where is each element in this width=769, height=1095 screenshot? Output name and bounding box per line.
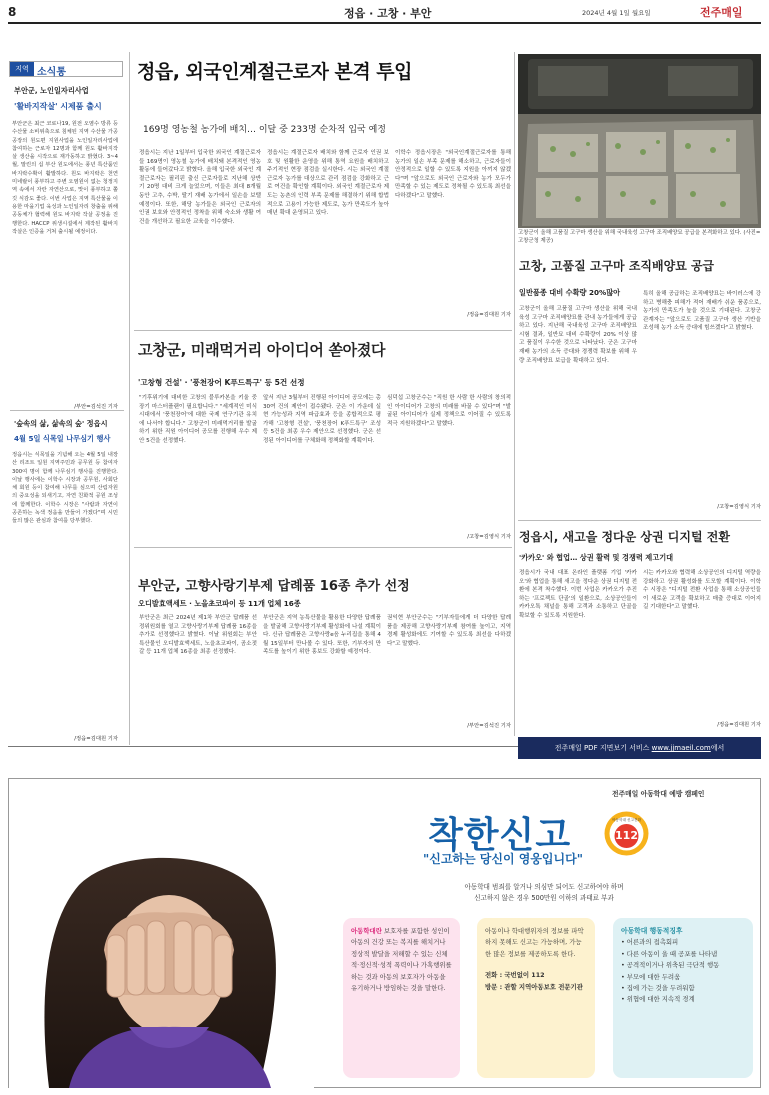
article-body: 특히 올해 공급하는 조직배양묘는 바이러스에 강하고 병해충 피해가 적어 재배가 쉬운 품종으로, 농가의 만족도가 높을 것으로 기대된다. 고창군 관계자는 "앞으로도 고품질 고구마 생산 기반을 조성해 농가 소득 증대에 힘쓰겠다"고 밝혔다.	[643, 291, 761, 332]
article-body: 이학수 정읍시장은 "외국인계절근로자를 통해 농가의 일손 부족 문제를 해소하고, 근로자들이 안정적으로 일할 수 있도록 지원을 아끼지 않겠다"며 "앞으로도 외국인 근로자와 농가 모두가 만족할 수 있는 제도로 정착될 수 있도록 최선을 다하겠다"고 말했다.	[395, 150, 511, 199]
main-headline: 정읍, 외국인계절근로자 본격 투입	[137, 61, 413, 83]
header-rule	[8, 22, 761, 24]
article-byline: /부안=김석진 기자	[467, 723, 511, 729]
ad-box-text: 보호자를 포함한 성인이 아동의 건강 또는 복지를 해치거나 정상적 발달을 저해할 수 있는 신체적·정신적·성적 폭력이나 가혹행위를 하는 것과 아동의 보호자가 아동을 유기하거나 방임하는 것을 말한다.	[351, 927, 452, 993]
ad-sign-item: • 다른 아동이 울 때 공포를 나타냄	[621, 949, 718, 958]
article-subtitle: 일반품종 대비 수확량 20%많아	[519, 288, 621, 297]
article-byline: /정읍=김대원 기자	[717, 722, 761, 728]
article-byline: /부안=김석진 기자	[74, 404, 118, 410]
article-body: 부안군은 최근 코로나19, 원전 오염수 방류 등 수산물 소비위축으로 침체된 지역 수산물 가공공장의 원도편 지원사업을 노인일자리사업에 참여하는 근로자 12명과 함께 원도 활바지작살 생산을 시작으로 재가동하고 밝혔다. 3~4월, 말린의 십 부산 원도에서는 풍년 특산품인 바지락수확이 활발하다. 원도 바지락은 천연 미네랄이 풍부하고 주변 오염원이 없는 청정지역 속에서 자란 자연산으로, 맛이 풍부하고 쫄깃 식감도 좋다. 이번 사업은 지역 특산물을 이용한 마을기업 육성과 노인일자리 창출을 위해 공동체가 협력해 원도 바지락 작살 공정을 진행한다. HACCP 위생시설에서 제작된 활바지작살은 인증을 거쳐 출시될 예정이다.	[12, 121, 118, 235]
ad-sign-item: • 공격적이거나 위축된 극단적 행동	[621, 961, 720, 970]
pdf-service-banner[interactable]	[518, 737, 761, 759]
pdf-banner-label: 전주매일 PDF 지면보기 서비스	[554, 744, 650, 752]
page-number: 8	[8, 5, 17, 19]
issue-date: 2024년 4월 1일 월요일	[582, 9, 651, 17]
ad-info-box-reporting	[477, 918, 595, 1078]
column-divider	[514, 52, 515, 736]
ad-sign-item: • 위협에 대한 지속적 경계	[621, 995, 695, 1004]
article-title: 정읍시, 새고을 정다운 상권 디지털 전환	[519, 530, 730, 544]
article-kicker: 부안군, 노인일자리사업	[14, 86, 89, 95]
news-photo-seedling-trays	[518, 54, 761, 228]
ad-logo: 착한신고	[428, 815, 572, 856]
ad-photo-distressed-child	[9, 855, 314, 1088]
pdf-banner-suffix: 에서	[710, 744, 725, 752]
ad-box-phone: 전화 : 국번없이 112	[485, 971, 545, 980]
article-body: 심덕섭 고창군수는 "직원 한 사람 한 사람의 창의적인 아이디어가 고창의 미래를 바꿀 수 있다"며 "발굴된 아이디어가 실제 정책으로 이어질 수 있도록 적극 지원하겠다"고 말했다.	[387, 395, 511, 427]
ad-description: 신고하지 않은 경우 500만원 이하의 과태료 부과	[474, 894, 614, 902]
article-byline: /고창=김영식 기자	[717, 504, 761, 510]
photo-caption: 고창군이 올해 고품질 고구마 생산을 위해 국내육성 고구마 조직배양묘 공급을 본격화하고 있다. (사진=고창군청 제공)	[518, 230, 761, 244]
ad-badge-number: 112	[615, 829, 638, 842]
story-divider	[134, 330, 512, 331]
article-subtitle: '고창형 건설' · '풍천장어 K푸드특구' 등 5건 선정	[138, 378, 305, 387]
article-body: "기후위기에 대비한 고창의 블루카본을 키울 중장기 마스터플랜이 필요합니다." "세계적인 미식 시대에서 '풍천장어'에 대한 국제 연구기관 유치에 나서야 합니다." 고창군이 미래먹거리를 발굴하기 위한 직원 아이디어 공모를 진행해 우수 제안 5건을 선정했다.	[139, 395, 257, 444]
ad-sign-item: • 집에 가는 것을 두려워함	[621, 984, 695, 993]
article-title: 부안군, 고향사랑기부제 답례품 16종 추가 선정	[138, 579, 410, 594]
article-body: 정읍시가 국내 대표 온라인 플랫폼 기업 '카카오'와 협업을 통해 새고을 정다운 상권 디지털 전환에 본격 착수했다. 이번 사업은 카카오가 추진하는 '프로젝트 단골'의 일환으로, 소상공인들이 카카오톡 채널을 통해 고객과 소통하고 단골을 확보할 수 있도록 지원한다.	[519, 570, 637, 619]
local-news-title: 소식통	[37, 67, 66, 78]
article-body: 정읍시는 계절근로자 배치와 함께 근로자 인권 보호 및 원활한 운영을 위해 통역 요원을 배치하고 주기적인 현장 점검을 실시한다. 시는 외국인 계절근로자 농가를 대상으로 관리 점검을 강화하고 근로 여건을 확인할 계획이다. 외국인 계절근로자 제도는 농촌의 인력 부족 문제를 해결하기 위해 합법적으로 고용이 가능한 제도로, 농가 만족도가 높아 매년 확대 운영되고 있다.	[267, 150, 389, 217]
article-title: 4월 5일 식목일 나무심기 행사	[14, 434, 111, 443]
article-body: 권익현 부안군수는 "기부자들에게 더 다양한 답례품을 제공해 고향사랑기부제 참여를 높이고, 지역경제 활성화에도 기여할 수 있도록 최선을 다하겠다"고 말했다.	[387, 615, 511, 647]
ad-box-heading: 아동학대 행동적징후	[621, 927, 683, 935]
article-body: 시는 카카오와 협력해 소상공인의 디지털 역량을 강화하고 상권 활성화를 도모할 계획이다. 이학수 시장은 "디지털 전환 사업을 통해 소상공인들이 새로운 고객을 확보하고 매출 증대로 이어지길 기대한다"고 말했다.	[643, 570, 761, 611]
article-body: 부안군은 지역 농특산물을 활용한 다양한 답례품을 발굴해 고향사랑기부제 활성화에 나설 계획이다. 신규 답례품은 고향사랑e음 누리집을 통해 4월 15일부터 만나볼 수 있다. 또한, 기부자의 만족도를 높이기 위한 홍보도 강화할 예정이다.	[263, 615, 381, 656]
ad-slogan: "신고하는 당신이 영웅입니다"	[423, 852, 583, 866]
local-news-tag: 지역	[10, 62, 34, 76]
article-title: 고창, 고품질 고구마 조직배양묘 공급	[519, 259, 715, 273]
article-body: 정읍시는 식목일을 기념해 오는 4월 5일 내장산 리조트 일원 지역주민과 공무원 등 참여자 300여 명이 함께 나무심기 행사를 진행한다. 이날 행사에는 이학수 시장과 공무원, 사회단체 회원 등이 참여해 나무를 심으며 산림자원의 중요성을 되새기고, 자연 친화적 공원 조성에 함께한다. 이학수 시장은 "사람과 자연이 공존하는 녹색 정읍을 만들어 가겠다"며 시민들의 많은 관심과 참여를 당부했다.	[12, 452, 118, 525]
ad-112-badge	[603, 810, 650, 857]
ad-campaign-title: 전주매일 아동학대 예방 캠페인	[612, 790, 705, 798]
ad-box-lead: 아동학대란	[351, 927, 382, 935]
ad-badge-caption: 아동학대 신고전화	[612, 818, 641, 822]
ad-box-visit: 방문 : 관할 지역아동보호 전문기관	[485, 982, 583, 991]
ad-info-box-signs	[613, 918, 753, 1078]
article-kicker: '숲속의 삶, 삶속의 숲' 정읍시	[14, 419, 108, 428]
story-divider	[518, 520, 761, 521]
ad-sign-item: • 어른과의 접촉회피	[621, 938, 679, 947]
ad-info-box-definition	[343, 918, 460, 1078]
paper-name: 전주매일	[700, 6, 743, 19]
section-title: 정읍 · 고창 · 부안	[344, 7, 432, 20]
article-byline: /정읍=김대원 기자	[467, 312, 511, 318]
ad-sign-item: • 부모에 대한 두려움	[621, 972, 681, 981]
article-byline: /고창=김영식 기자	[467, 534, 511, 540]
story-divider	[134, 547, 512, 548]
article-subtitle: 오디발효액세트 · 노을초코파이 등 11개 업체 16종	[138, 599, 301, 608]
article-title: '활바지작살' 시제품 출시	[14, 102, 102, 111]
column-divider	[129, 52, 130, 745]
article-body: 정읍시는 지난 1일부터 입국한 외국인 계절근로자들 169명이 영농철 농가에 배치돼 본격적인 영농활동에 들어갔다고 밝혔다. 올해 입국한 외국인 계절근로자는 필리핀 출신 근로자들로 지난해 상반기 20명 대비 크게 늘었으며, 이들은 최대 8개월 동안 고추, 수박, 딸기 재배 농가에서 일손을 보탤 예정이다. 또한, 해당 농가들은 외국인 근로자의 인권 보호와 안정적인 정착을 위해 숙소와 생활 여건을 개선하고 필요한 교육을 이수했다.	[139, 150, 261, 225]
main-subheadline: 169명 영농철 농가에 배치… 이달 중 233명 순차적 입국 예정	[143, 125, 386, 135]
pdf-banner-link[interactable]: www.jjmaeil.com	[651, 744, 711, 752]
article-byline: /정읍=김대원 기자	[74, 736, 118, 742]
article-subtitle: '카카오' 와 협업… 상권 활력 및 경쟁력 제고기대	[519, 553, 674, 562]
article-body: 고창군이 올해 고품질 고구마 생산을 위해 국내육성 고구마 조직배양묘를 관내 농가들에게 공급하고 있다. 지난해 국내육성 고구마 조직배양묘 시험 결과, 일반묘 대비 수확량이 20% 이상 많고 품질이 우수한 것으로 나타났다. 군은 고구마 재배 농가의 소득 증대와 경쟁력 확보를 위해 우량 조직배양묘 보급을 확대하고 있다.	[519, 306, 637, 364]
article-body: 앞서 지난 3월부터 진행된 아이디어 공모에는 총 30여 건의 제안이 접수됐다. 군은 이 가운데 실현 가능성과 지역 파급효과 등을 종합적으로 평가해 '고창형 건설', '풍천장어 K푸드특구' 조성 등 5건을 최종 우수 제안으로 선정했다. 군은 선정된 아이디어를 구체화해 정책화할 계획이다.	[263, 395, 381, 444]
article-body: 부안군은 최근 2024년 제1차 부안군 답례품 선정위원회를 열고 고향사랑기부제 답례품 16종을 추가로 선정했다고 밝혔다. 이날 위원회는 부안특산물인 오디발효액세트, 노을초코파이, 곰소젓갈 등 11개 업체 16종을 최종 선정했다.	[139, 615, 257, 656]
story-divider	[10, 410, 124, 411]
ad-box-text: 아동이나 학대행위자의 정보를 파악하지 못해도 신고는 가능하며, 가능한 많은 정보를 제공하도록 한다.	[485, 927, 584, 958]
article-title: 고창군, 미래먹거리 아이디어 쏟아졌다	[138, 341, 386, 359]
ad-description: 아동학대 범죄를 알거나 의심만 되어도 신고하여야 하며	[464, 883, 624, 891]
